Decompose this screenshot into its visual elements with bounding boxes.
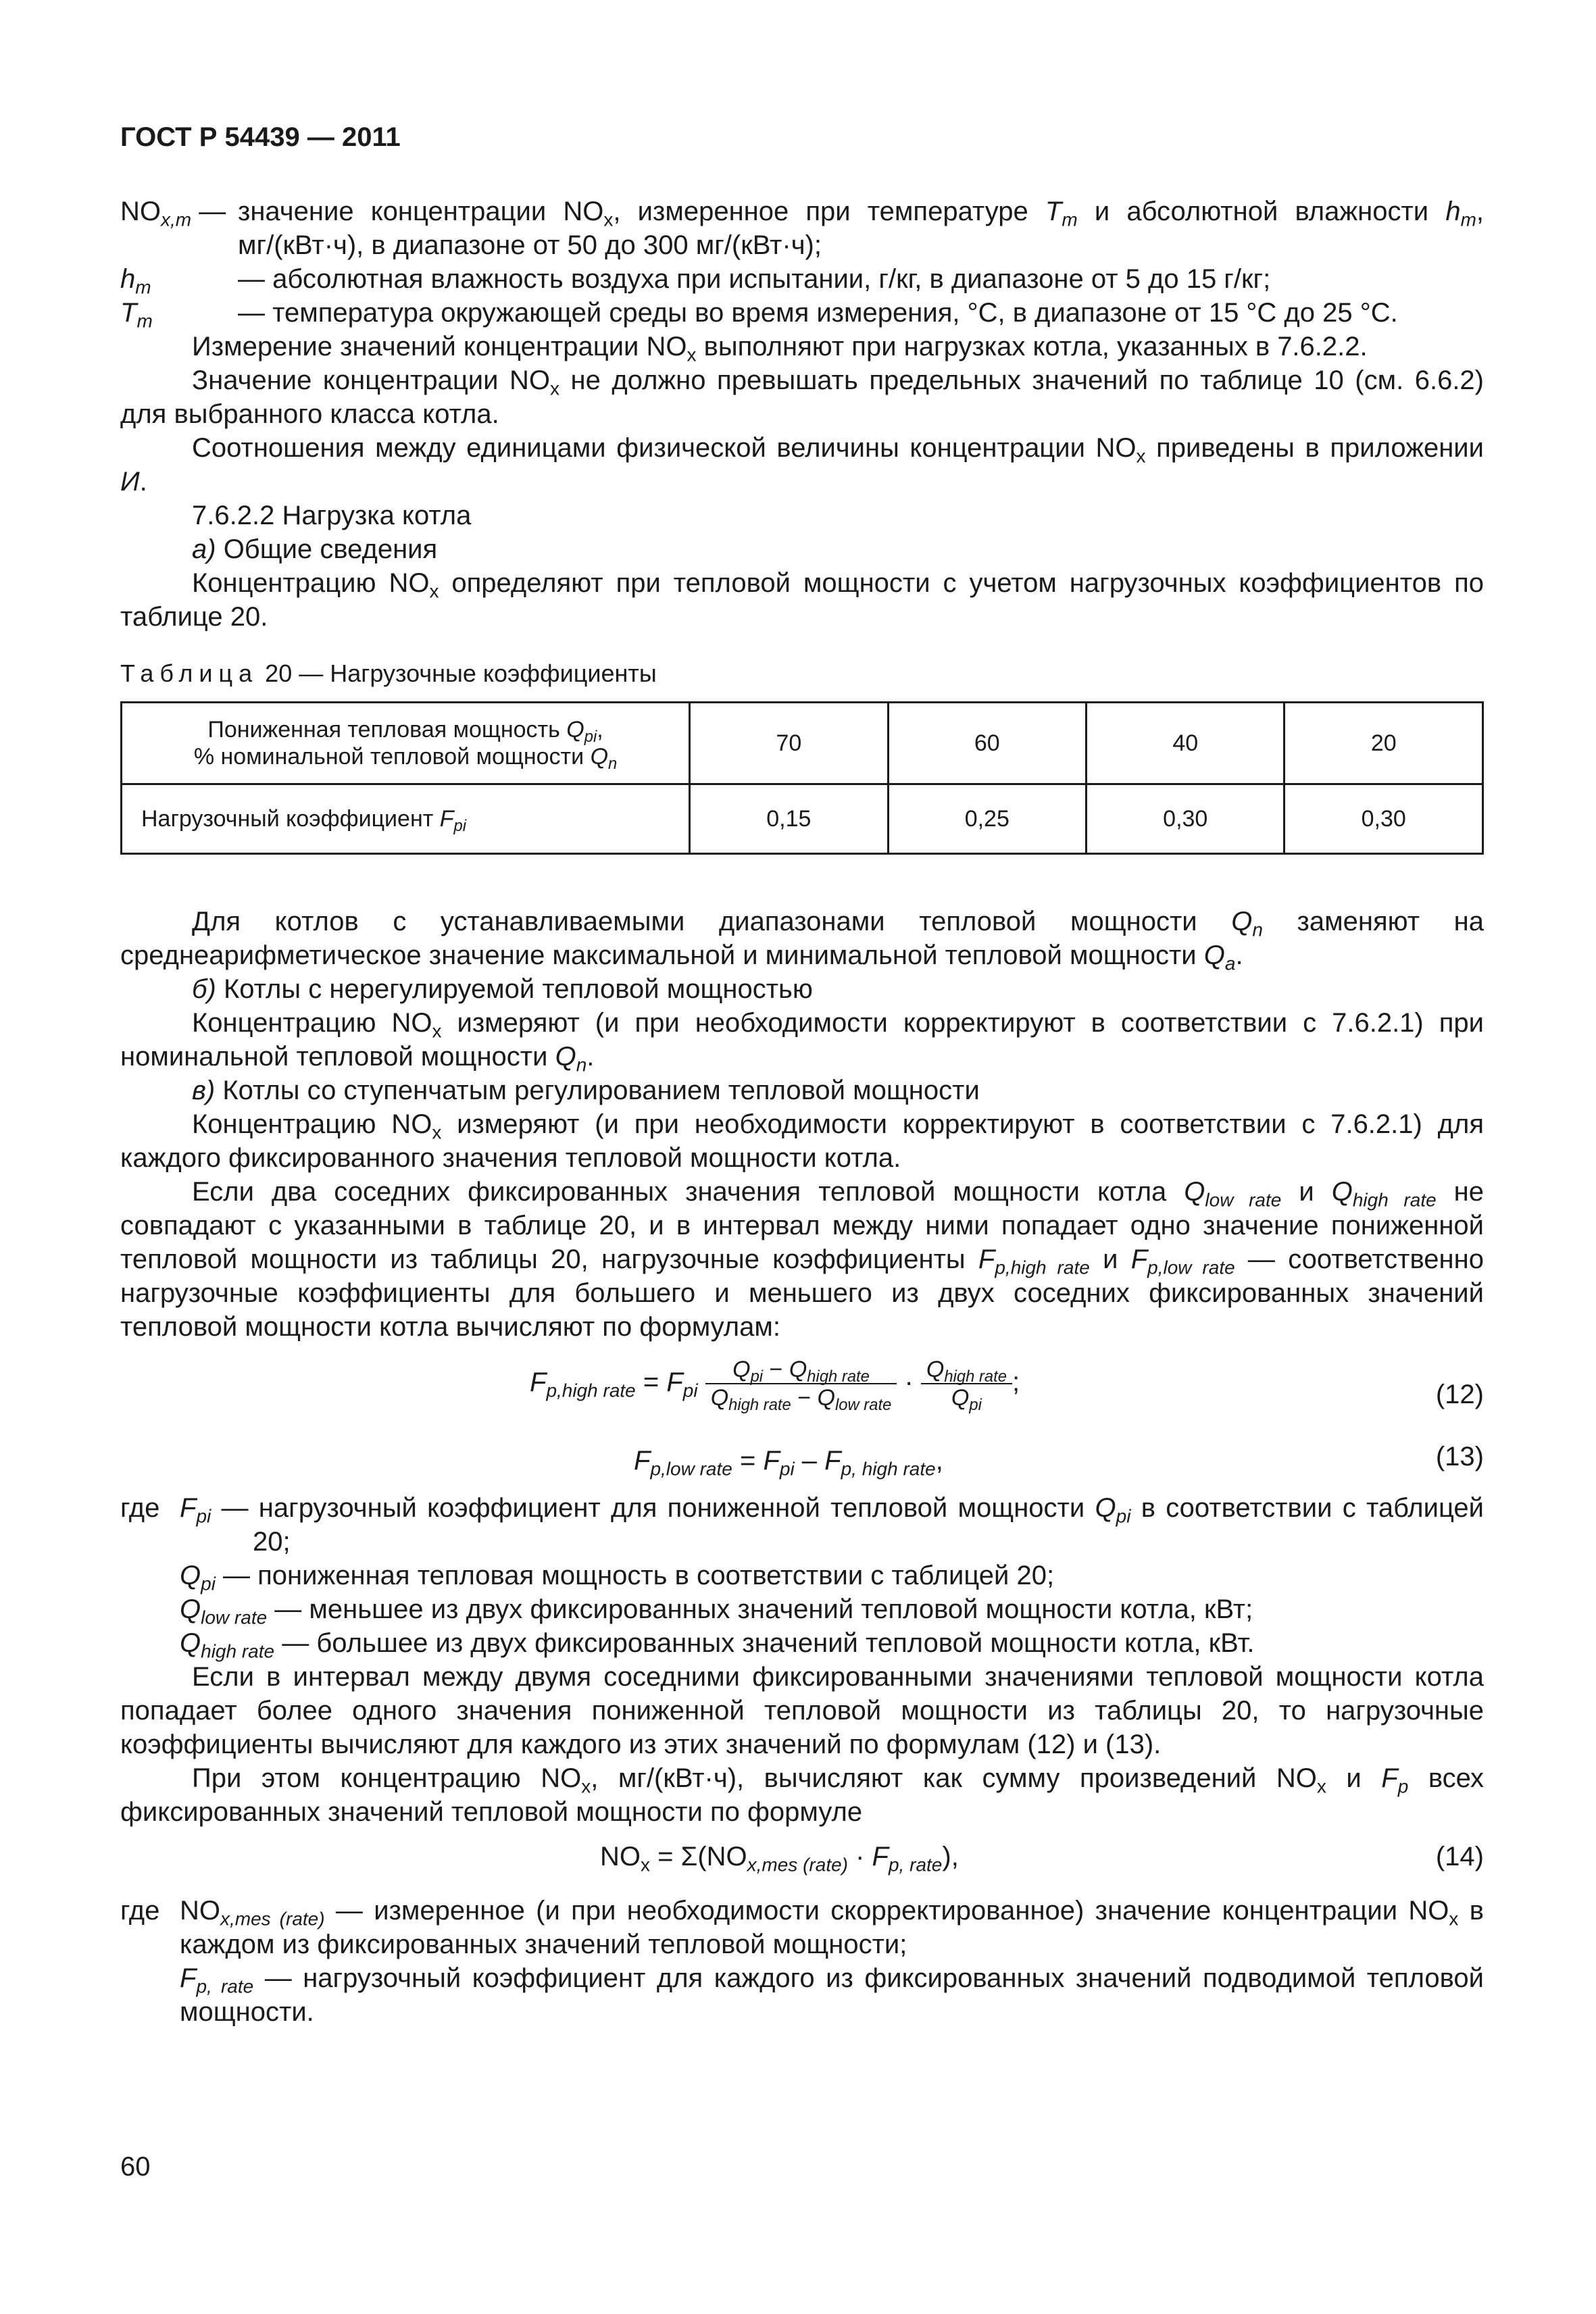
section-heading: 7.6.2.2 Нагрузка котла	[192, 501, 472, 530]
where-label: где	[120, 1896, 160, 1926]
page-number: 60	[120, 2152, 151, 2182]
table-cell: 0,25	[888, 784, 1086, 854]
subsection-heading: а) Общие сведения	[192, 534, 438, 564]
formula-12-lhs: $F_{p,high rate} = F_{pi}$	[530, 1367, 698, 1401]
table-caption-title: 20 — Нагрузочные коэффициенты	[265, 659, 657, 687]
symbol-subscript: x,m	[161, 209, 192, 230]
paragraph: Для котлов с устанавливаемыми диапазонами тепловой мощности $Q_n$ заменяют на среднеарифметическое значение максимальной и минимальной тепловой мощности $Q_a$.	[120, 907, 1484, 974]
paragraph: Если в интервал между двумя соседними фиксированными значениями тепловой мощности котла попадает более одного значения пониженной тепловой мощности из таблицы 20, то нагрузочные коэффициенты вычисляют для каждого из этих значений по формулам (12) и (13).	[120, 1662, 1484, 1759]
where-label: где	[120, 1493, 160, 1523]
header-line-2: % номинальной тепловой мощности $Q_n$	[193, 744, 618, 774]
table-column-header: 70	[690, 703, 888, 784]
subsection-heading: б) Котлы с нерегулируемой тепловой мощностью	[192, 974, 813, 1004]
where-items	[180, 1894, 1484, 2029]
table-header-row	[122, 703, 1483, 784]
page-content	[120, 195, 1484, 2029]
fraction-numerator: $Q_{high rate}$	[921, 1356, 1012, 1384]
symbol-letter: h	[120, 264, 136, 294]
paragraph: Измерение значений концентрации $NO_x$ выполняют при нагрузках котла, указанных в 7.6.2.2.	[192, 332, 1368, 366]
body-after-table	[120, 905, 1484, 2029]
multiply-dot: ·	[904, 1367, 914, 1397]
formula-14-expression: $NO_x = \Sigma(NO_{x,mes (rate)} \cdot F_{p, rate})$,	[600, 1842, 959, 1876]
where-item: $Q_{high rate}$ — большее из двух фиксированных значений тепловой мощности котла, кВт.	[180, 1628, 1255, 1662]
definition-text: — температура окружающей среды во время измерения, °C, в диапазоне от 15 °C до 25 °C.	[238, 298, 1398, 328]
formula-13	[120, 1440, 1484, 1487]
where-item: $NO_{x,mes (rate)}$ — измеренное (и при необходимости скорректированное) значение концентрации $NO_x$ в каждом из фиксированных значений тепловой мощности;	[180, 1896, 1484, 1959]
where-item: $Q_{low rate}$ — меньшее из двух фиксированных значений тепловой мощности котла, кВт;	[180, 1594, 1253, 1628]
table-caption-word: Таблица	[120, 659, 259, 687]
where-item: $F_{p, rate}$ — нагрузочный коэффициент для каждого из фиксированных значений подводимой тепловой мощности.	[180, 1963, 1484, 2027]
symbol-subscript: m	[135, 276, 151, 298]
where-items	[180, 1491, 1484, 1660]
formula-14	[120, 1840, 1484, 1887]
definition-symbol: $NO_{x,m}$ —	[120, 197, 226, 230]
paragraph: Соотношения между единицами физической величины концентрации $NO_x$ приведены в приложении И.	[120, 433, 1484, 497]
symbol-subscript: m	[136, 310, 153, 332]
formula-12-fraction-1	[705, 1356, 897, 1415]
table-column-header: 20	[1285, 703, 1483, 784]
paragraph: Концентрацию $NO_x$ измеряют (и при необходимости корректируют в соответствии с 7.6.2.1) при номинальной тепловой мощности $Q_n$.	[120, 1008, 1484, 1076]
table-row	[122, 784, 1483, 854]
formula-12-number: (12)	[1435, 1380, 1484, 1409]
paragraph: Если два соседних фиксированных значения тепловой мощности котла $Q_{low rate}$ и $Q_{high rate}$ не совпадают с указанными в таблице 20, и в интервал между ними попадает одно значение пониженной тепловой мощности из таблицы 20, нагрузочные коэффициенты $F_{p,high rate}$ и $F_{p,low rate}$ — соответственно нагрузочные коэффициенты для большего и меньшего из двух соседних фиксированных значений тепловой мощности котла вычисляют по формулам:	[120, 1177, 1485, 1342]
fraction-denominator: $Q_{pi}$	[951, 1385, 982, 1415]
table-cell: 0,30	[1285, 784, 1483, 854]
formula-13-number: (13)	[1435, 1442, 1484, 1472]
definition-symbol	[120, 262, 238, 296]
definition-body: абсолютная влажность воздуха при испытании, г/кг, в диапазоне от 5 до 15 г/кг;	[272, 264, 1271, 294]
definitions-top	[120, 195, 1484, 330]
paragraph: Концентрацию $NO_x$ измеряют (и при необходимости корректируют в соответствии с 7.6.2.1) для каждого фиксированного значения тепловой мощности котла.	[120, 1109, 1484, 1173]
definition-item	[120, 195, 1484, 262]
formula-12-fraction-2	[921, 1356, 1012, 1415]
definition-symbol	[120, 296, 238, 330]
fraction-denominator: $Q_{high rate} - Q_{low rate}$	[710, 1385, 892, 1415]
formula-12	[120, 1356, 1484, 1436]
paragraph: Концентрацию $NO_x$ определяют при тепловой мощности с учетом нагрузочных коэффициентов по таблице 20.	[120, 568, 1484, 632]
table-row-label: Нагрузочный коэффициент $F_{pi}$	[122, 784, 690, 854]
definition-text: значение концентрации $NO_x$, измеренное при температуре $T_m$ и абсолютной влажности $h_m$, мг/(кВт·ч), в диапазоне от 50 до 300 мг/(кВт·ч);	[238, 197, 1485, 260]
paragraph: Значение концентрации $NO_x$ не должно превышать предельных значений по таблице 10 (см. 6.6.2) для выбранного класса котла.	[120, 366, 1484, 429]
definition-body: температура окружающей среды во время измерения, °C, в диапазоне от 15 °C до 25 °C.	[272, 298, 1398, 328]
definition-text: — абсолютная влажность воздуха при испытании, г/кг, в диапазоне от 5 до 15 г/кг;	[238, 264, 1271, 294]
definition-item	[120, 296, 1484, 330]
table-column-header: 60	[888, 703, 1086, 784]
fraction-numerator: $Q_{pi} - Q_{high rate}$	[705, 1356, 897, 1384]
formula-separator: ;	[1012, 1367, 1020, 1397]
formula-14-number: (14)	[1435, 1842, 1484, 1871]
table-column-header: 40	[1087, 703, 1285, 784]
where-block-1	[120, 1491, 1484, 1660]
where-item: $F_{pi}$ — нагрузочный коэффициент для пониженной тепловой мощности $Q_{pi}$ в соответствии с таблицей 20;	[180, 1493, 1484, 1557]
table-cell: 0,15	[690, 784, 888, 854]
table-caption	[120, 657, 1484, 690]
load-coefficients-table	[120, 701, 1484, 855]
table-header-cell	[122, 703, 690, 784]
paragraph: При этом концентрацию $NO_x$, мг/(кВт·ч), вычисляют как сумму произведений $NO_x$ и $F_p$ всех фиксированных значений тепловой мощности по формуле	[120, 1763, 1485, 1827]
where-item: $Q_{pi}$ — пониженная тепловая мощность в соответствии с таблицей 20;	[180, 1561, 1055, 1594]
subsection-heading: в) Котлы со ступенчатым регулированием тепловой мощности	[192, 1076, 980, 1105]
formula-13-expression: $F_{p,low rate} = F_{pi} - F_{p, high rate}$,	[634, 1446, 943, 1480]
definition-item	[120, 262, 1484, 296]
table-cell: 0,30	[1087, 784, 1285, 854]
where-block-2	[120, 1894, 1484, 2029]
symbol-letter: T	[120, 298, 137, 328]
header-line-1: Пониженная тепловая мощность $Q_{pi}$,	[207, 717, 603, 747]
doc-header: ГОСТ Р 54439 — 2011	[120, 122, 401, 152]
formula-12-expression	[530, 1356, 1020, 1415]
